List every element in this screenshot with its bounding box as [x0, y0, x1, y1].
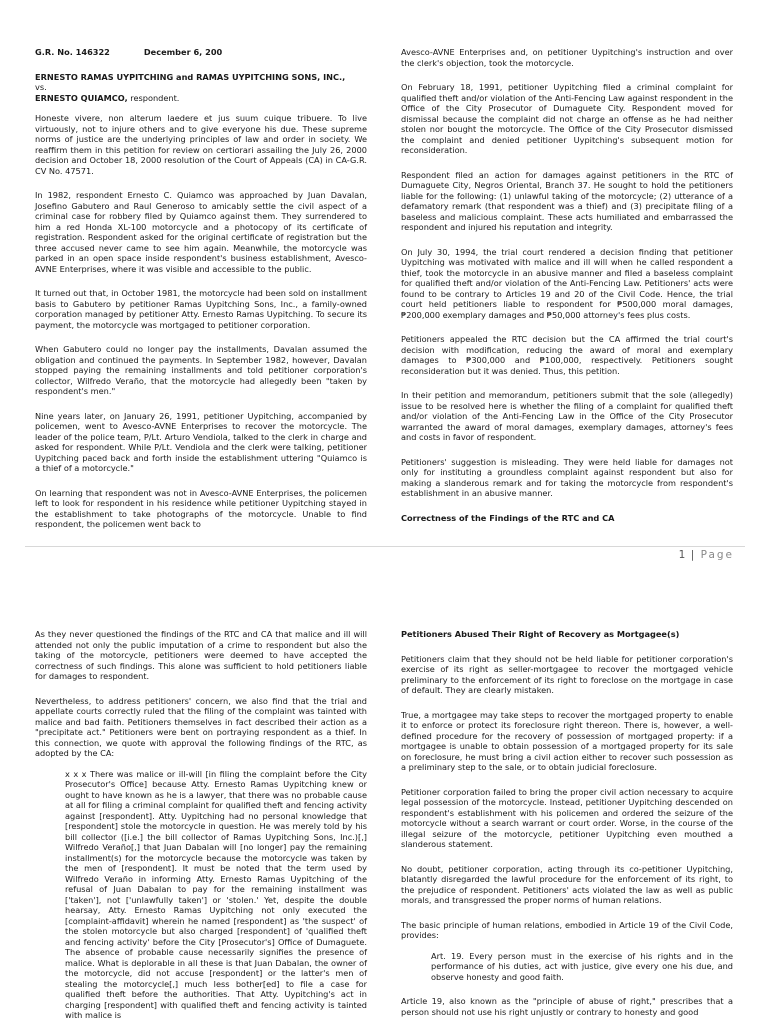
petitioners-name: ERNESTO RAMAS UYPITCHING and RAMAS UYPITCHING SONS, INC.,: [35, 71, 346, 82]
page2-left-column: [35, 629, 367, 1031]
block-quote: Art. 19. Every person must in the exercise of his rights and in the performance of his duties, act with justice, give every one his due, and observe honesty and good faith.: [431, 950, 733, 982]
document-page-2: [0, 583, 768, 1024]
page-number: 1: [678, 549, 686, 561]
paragraph: Avesco-AVNE Enterprises and, on petitioner Uypitching's instruction and over the clerk's objection, took the motorcycle.: [401, 47, 733, 68]
block-quote: x x x There was malice or ill-will [in filing the complaint before the City Prosecutor's Office] because Atty. Ernesto Ramas Uypitching knew or ought to have known as he is a lawyer, that there was no probable cause at all for filing a criminal complaint for qualified theft and fencing activity against [respondent]. Atty. Uypitching had no personal knowledge that [respondent] stole the motorcycle in question. He was merely told by his bill collector ([i.e.] the bill collector of Ramas Uypitching Sons, Inc.)[,] Wilfredo Veraño[,] that Juan Dabalan will [no longer] pay the remaining installment(s) for the motorcycle because the motorcycle was taken by the men of [respondent]. It must be noted that the term used by Wilfredo Veraño in informing Atty. Ernesto Ramas Uypitching of the refusal of Juan Dabalan to pay for the remaining installment was ['taken'], not ['unlawfully taken'] or 'stolen.' Yet, despite the double hearsay, Atty. Ernesto Ramas Uypitching not only executed the [complaint-affidavit] wherein he named [respondent] as 'the suspect' of the stolen motorcycle but also charged [respondent] of 'qualified theft and fencing activity' before the City [Prosecutor's] Office of Dumaguete. The absence of probable cause necessarily signifies the presence of malice. What is deplorable in all these is that Juan Dabalan, the owner of the motorcycle, did not accuse [respondent] or the latter's men of stealing the motorcycle[,] much less bother[ed] to file a case for qualified theft before the authorities. That Atty. Uypitching's act in charging [respondent] with qualified theft and fencing activity is tainted with malice is: [65, 768, 367, 1020]
paragraph: Nine years later, on January 26, 1991, petitioner Uypitching, accompanied by policemen, went to Avesco-AVNE Enterprises to recover the motorcycle. The leader of the police team, P/Lt. Arturo Vendiola, talked to the clerk in charge and asked for respondent. While P/Lt. Vendiola and the clerk were talking, petitioner Uypitching paced back and forth inside the establishment uttering "Quiamco is a thief of a motorcycle.": [35, 410, 367, 473]
page2-right-column: [401, 629, 733, 1027]
paragraph: As they never questioned the findings of the RTC and CA that malice and ill will attended not only the public imputation of a crime to respondent but also the taking of the motorcycle, petitioners were deemed to have accepted the correctness of such findings. This alone was sufficient to hold petitioners liable for damages to respondent.: [35, 629, 367, 681]
versus-label: vs.: [35, 82, 47, 92]
paragraph: On learning that respondent was not in Avesco-AVNE Enterprises, the policemen left to look for respondent in his residence while petitioner Uypitching stayed in the establishment to take photographs of the motorcycle. Unable to find respondent, the policemen went back to: [35, 487, 367, 529]
page1-left-column: [35, 47, 367, 540]
paragraph: In 1982, respondent Ernesto C. Quiamco was approached by Juan Davalan, Josefino Gabutero and Raul Generoso to amicably settle the civil aspect of a criminal case for robbery filed by Quiamco against them. They surrendered to him a red Honda XL-100 motorcycle and a photocopy of its certificate of registration. Respondent asked for the original certificate of registration but the three accused never came to see him again. Meanwhile, the motorcycle was parked in an open space inside respondent's business establishment, Avesco-AVNE Enterprises, where it was visible and accessible to the public.: [35, 190, 367, 274]
case-number: G.R. No. 146322: [35, 47, 110, 57]
paragraph: Honeste vivere, non alterum laedere et jus suum cuique tribuere. To live virtuously, not to injure others and to give everyone his due. These supreme norms of justice are the underlying principles of law and order in society. We reaffirm them in this petition for review on certiorari assailing the July 26, 2000 decision and October 18, 2000 resolution of the Court of Appeals (CA) in CA-G.R. CV No. 47571.: [35, 113, 367, 176]
respondent-label: respondent.: [127, 92, 180, 103]
case-parties: [35, 72, 367, 104]
case-header: [35, 47, 367, 58]
paragraph: The basic principle of human relations, embodied in Article 19 of the Civil Code, provides:: [401, 919, 733, 940]
paragraph: Article 19, also known as the "principle of abuse of right," prescribes that a person should not use his right unjustly or contrary to honesty and good: [401, 996, 733, 1017]
paragraph: When Gabutero could no longer pay the installments, Davalan assumed the obligation and continued the payments. In September 1982, however, Davalan stopped paying the remaining installments and told petitioner corporation's collector, Wilfredo Veraño, that the motorcycle had allegedly been "taken by respondent's men.": [35, 344, 367, 396]
paragraph: Petitioners' suggestion is misleading. They were held liable for damages not only for instituting a groundless complaint against respondent but also for making a slanderous remark and for taking the motorcycle from respondent's establishment in an abusive manner.: [401, 456, 733, 498]
page-word: Page: [700, 549, 734, 561]
paragraph: True, a mortgagee may take steps to recover the mortgaged property to enable it to enforce or protect its foreclosure right thereon. There is, however, a well-defined procedure for the recovery of possession of mortgaged property: if a mortgagee is unable to obtain possession of a mortgaged property for its sale on foreclosure, he must bring a civil action either to recover such possession as a preliminary step to the sale, or to obtain judicial foreclosure.: [401, 709, 733, 772]
paragraph: Petitioner corporation failed to bring the proper civil action necessary to acquire legal possession of the motorcycle. Instead, petitioner Uypitching descended on respondent's establishment with his policemen and ordered the seizure of the motorcycle without a search warrant or court order. Worse, in the course of the illegal seizure of the motorcycle, petitioner Uypitching even mouthed a slanderous statement.: [401, 786, 733, 849]
footer-separator: |: [690, 549, 695, 561]
page-footer: [679, 549, 734, 561]
case-date: December 6, 200: [143, 47, 223, 57]
paragraph: Petitioners claim that they should not be held liable for petitioner corporation's exercise of its right as seller-mortgagee to recover the mortgaged vehicle preliminary to the enforcement of its right to foreclose on the mortgage in case of default. They are clearly mistaken.: [401, 653, 733, 695]
paragraph: No doubt, petitioner corporation, acting through its co-petitioner Uypitching, blatantly disregarded the lawful procedure for the enforcement of its right, to the prejudice of respondent. Petitioners' acts violated the law as well as public morals, and transgressed the proper norms of human relations.: [401, 863, 733, 905]
paragraph: On February 18, 1991, petitioner Uypitching filed a criminal complaint for qualified theft and/or violation of the Anti-Fencing Law against respondent in the Office of the City Prosecutor of Dumaguete City. Respondent moved for dismissal because the complaint did not charge an offense as he had neither stolen nor bought the motorcycle. The Office of the City Prosecutor dismissed the complaint and denied petitioner Uypitching's subsequent motion for reconsideration.: [401, 82, 733, 155]
paragraph: Petitioners appealed the RTC decision but the CA affirmed the trial court's decision with modification, reducing the award of moral and exemplary damages to ₱300,000 and ₱100,000, respectively. Petitioners sought reconsideration but it was denied. Thus, this petition.: [401, 334, 733, 376]
page1-right-column: [401, 47, 733, 537]
paragraph: Nevertheless, to address petitioners' concern, we also find that the trial and appellate courts correctly ruled that the filing of the complaint was tainted with malice and bad faith. Petitioners themselves in fact described their action as a "precipitate act." Petitioners were bent on portraying respondent as a thief. In this connection, we quote with approval the following findings of the RTC, as adopted by the CA:: [35, 695, 367, 758]
paragraph: On July 30, 1994, the trial court rendered a decision finding that petitioner Uypitching was motivated with malice and ill will when he called respondent a thief, took the motorcycle in an abusive manner and filed a baseless complaint for qualified theft and/or violation of the Anti-Fencing Law. Petitioners' acts were found to be contrary to Articles 19 and 20 of the Civil Code. Hence, the trial court held petitioners liable to respondent for ₱500,000 moral damages, ₱200,000 exemplary damages and ₱50,000 attorney's fees plus costs.: [401, 246, 733, 320]
footer-divider: [25, 546, 745, 547]
section-heading: Petitioners Abused Their Right of Recovery as Mortgagee(s): [401, 629, 680, 639]
section-heading: Correctness of the Findings of the RTC and CA: [401, 512, 615, 523]
paragraph: Respondent filed an action for damages against petitioners in the RTC of Dumaguete City, Negros Oriental, Branch 37. He sought to hold the petitioners liable for the following: (1) unlawful taking of the motorcycle; (2) utterance of a defamatory remark (that respondent was a thief) and (3) precipitate filing of a baseless and malicious complaint. These acts humiliated and embarrassed the respondent and injured his reputation and integrity.: [401, 169, 733, 232]
paragraph: It turned out that, in October 1981, the motorcycle had been sold on installment basis to Gabutero by petitioner Ramas Uypitching Sons, Inc., a family-owned corporation managed by petitioner Atty. Ernesto Ramas Uypitching. To secure its payment, the motorcycle was mortgaged to petitioner corporation.: [35, 288, 367, 330]
respondent-name: ERNESTO QUIAMCO,: [35, 92, 128, 103]
paragraph: In their petition and memorandum, petitioners submit that the sole (allegedly) issue to be resolved here is whether the filing of a complaint for qualified theft and/or violation of the Anti-Fencing Law in the Office of the City Prosecutor warranted the award of moral damages, exemplary damages, attorney's fees and costs in favor of respondent.: [401, 390, 733, 442]
